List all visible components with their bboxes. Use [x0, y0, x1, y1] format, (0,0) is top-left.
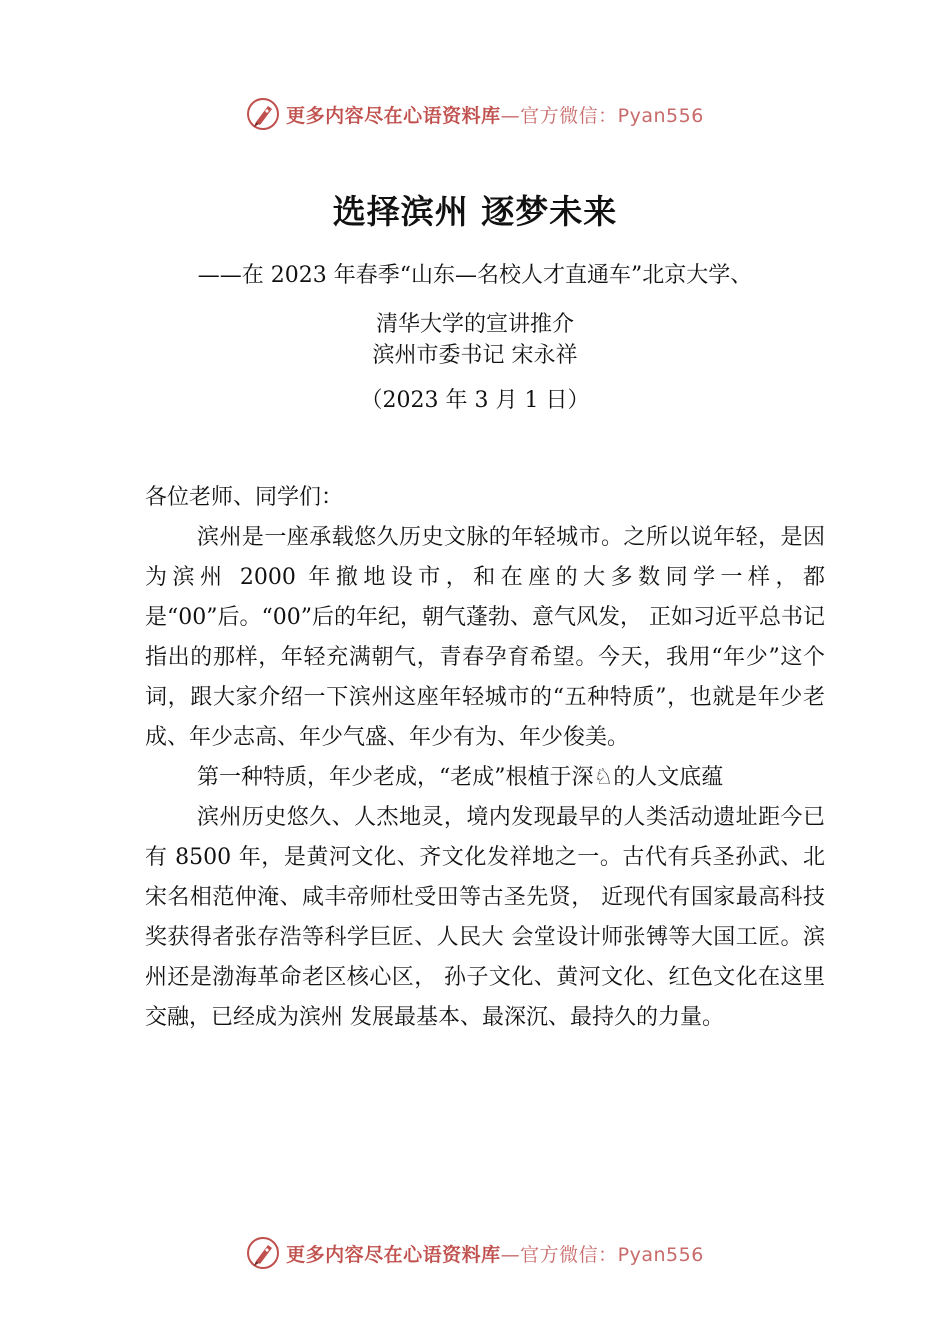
header-banner [0, 94, 950, 134]
date-line: （2023 年 3 月 1 日） [360, 388, 590, 413]
section-heading-1: 第一种特质，年少老成，“老成”根植于深♘的人文底蕴 [197, 765, 724, 790]
subtitle-line-2: 清华大学的宣讲推介 [375, 312, 574, 337]
footer-banner [0, 1233, 950, 1273]
speaker-line: 滨州市委书记 宋永祥 [372, 343, 578, 368]
salutation: 各位老师、同学们： [145, 485, 344, 510]
banner-text [286, 101, 704, 128]
paragraph-2: 滨州历史悠久、人杰地灵，境内发现最早的人类活动遗址距今已有 8500 年，是黄河文化、齐文化发祥地之一。古代有兵圣孙武、北宋名相范仲淹、咸丰帝师杜受田等古圣先贤， 近现代有国家最高科技奖获得者张存浩等科学巨匠、人民大 会堂设计师张镈等大国工匠。滨州还是渤海革命老区核心区， 孙子文化、黄河文化、红色文化在这里交融，已经成为滨州 发展最基本、最深沉、最持久的力量。 [145, 805, 825, 1030]
document-body [145, 478, 825, 1038]
footer-library-text: 更多内容尽在心语资料库 [286, 1243, 501, 1266]
footer-wechat-text: —官方微信：Pyan556 [500, 1243, 704, 1266]
pen-nib-icon [246, 1236, 280, 1270]
footer-banner-text [286, 1240, 704, 1267]
pen-nib-icon [246, 97, 280, 131]
banner-library-text: 更多内容尽在心语资料库 [286, 104, 501, 127]
banner-wechat-text: —官方微信：Pyan556 [500, 104, 704, 127]
document-title: 选择滨州 逐梦未来 [332, 192, 618, 231]
subtitle-line-1: ——在 2023 年春季“山东—名校人才直通车”北京大学、 [197, 263, 753, 288]
paragraph-1: 滨州是一座承载悠久历史文脉的年轻城市。之所以说年轻，是因为滨州 2000 年撤地设市，和在座的大多数同学一样，都是“00”后。“00”后的年纪，朝气蓬勃、意气风发， 正如习近平总书记指出的那样，年轻充满朝气，青春孕育希望。今天，我用“年少”这个词，跟大家介绍一下滨州这座年轻城市的“五种特质”，也就是年少老成、年少志高、年少气盛、年少有为、年少俊美。 [145, 525, 825, 750]
